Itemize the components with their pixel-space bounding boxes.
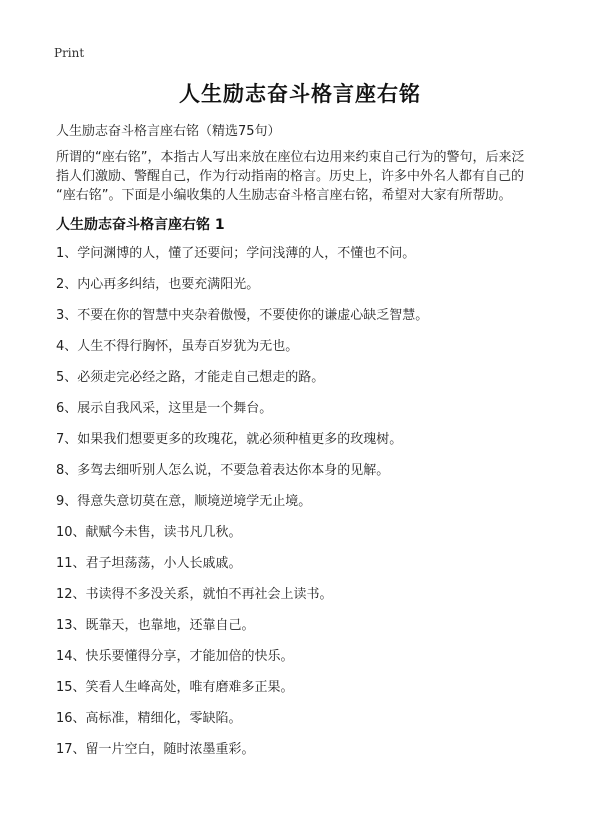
quote-item: 6、展示自我风采，这里是一个舞台。 — [56, 401, 273, 416]
quote-item: 16、高标准，精细化，零缺陷。 — [56, 711, 242, 726]
quote-list — [56, 243, 428, 770]
quote-item: 17、留一片空白，随时浓墨重彩。 — [56, 742, 255, 757]
quote-item: 2、内心再多纠结，也要充满阳光。 — [56, 277, 260, 292]
quote-item: 8、多驾去细听别人怎么说，不要急着表达你本身的见解。 — [56, 463, 390, 478]
quote-item: 12、书读得不多没关系，就怕不再社会上读书。 — [56, 587, 333, 602]
intro-paragraph — [56, 148, 552, 205]
quote-item: 10、献赋今未售，读书凡几秋。 — [56, 525, 242, 540]
quote-item: 1、学问渊博的人，懂了还要问；学问浅薄的人，不懂也不问。 — [56, 246, 416, 261]
quote-item: 5、必须走完必经之路，才能走自己想走的路。 — [56, 370, 325, 385]
quote-item: 11、君子坦荡荡，小人长戚戚。 — [56, 556, 242, 571]
quote-item: 15、笑看人生峰高处，唯有磨难多正果。 — [56, 680, 294, 695]
quote-item: 9、得意失意切莫在意，顺境逆境学无止境。 — [56, 494, 312, 509]
document-subtitle: 人生励志奋斗格言座右铭（精选75句） — [56, 124, 281, 139]
intro-line: 所谓的“座右铭”，本指古人写出来放在座位右边用来约束自己行为的警句，后来泛 — [56, 150, 525, 165]
quote-item: 14、快乐要懂得分享，才能加倍的快乐。 — [56, 649, 294, 664]
intro-line: “座右铭”。下面是小编收集的人生励志奋斗格言座右铭，希望对大家有所帮助。 — [56, 188, 512, 203]
quote-item: 7、如果我们想要更多的玫瑰花，就必须种植更多的玫瑰树。 — [56, 432, 403, 447]
quote-item: 13、既靠天，也靠地，还靠自己。 — [56, 618, 255, 633]
quote-item: 4、人生不得行胸怀，虽寿百岁犹为无也。 — [56, 339, 299, 354]
section-heading: 人生励志奋斗格言座右铭 1 — [56, 217, 225, 233]
quote-item: 3、不要在你的智慧中夹杂着傲慢，不要使你的谦虚心缺乏智慧。 — [56, 308, 429, 323]
intro-line: 指人们激励、警醒自己，作为行动指南的格言。历史上，许多中外名人都有自己的 — [56, 169, 525, 184]
page-title: 人生励志奋斗格言座右铭 — [179, 82, 421, 106]
print-link[interactable]: Print — [54, 46, 85, 60]
